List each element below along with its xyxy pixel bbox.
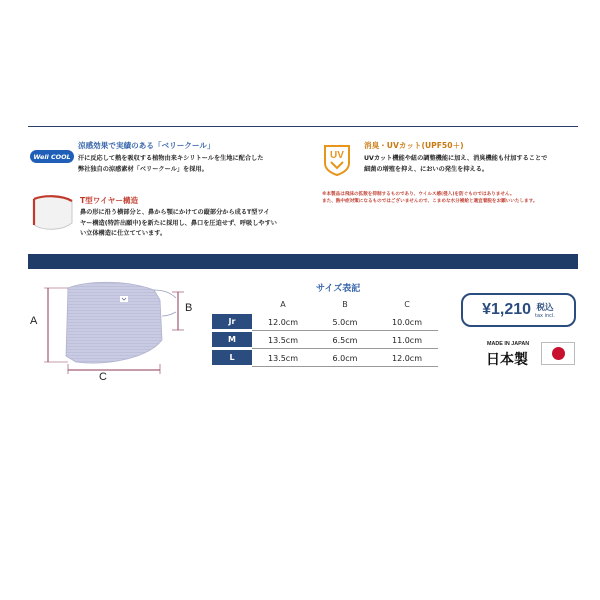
feature-cooling-line: 汗に反応して熱を吸収する植物由来キシリトールを生地に配合した [78,155,264,162]
feature-uv-title: 消臭・UVカット(UPF50＋) [364,141,464,150]
table-cell: 6.0cm [314,350,376,367]
table-row [212,332,438,349]
column-header-b: B [342,300,348,309]
size-label: L [212,350,252,365]
disclaimer-line: また、熱中症対策になるものではございませんので、こまめな水分補給と適宜着脱をお願いいたします。 [322,199,538,204]
well-cool-logo: Well COOL [30,150,74,163]
feature-uv-line: 細菌の増殖を抑え、においの発生を抑える。 [364,165,489,173]
top-divider [28,126,578,127]
table-cell: 5.0cm [314,314,376,331]
japan-flag-icon [541,342,575,365]
section-band [28,254,578,269]
feature-wire-body [80,208,277,240]
table-cell: 6.5cm [314,332,376,349]
uv-icon-label: UV [330,150,344,161]
feature-uv [364,140,547,175]
t-wire-mask-icon [28,193,76,235]
size-chart-title: サイズ表記 [316,284,361,294]
disclaimer-note [322,191,537,205]
dimension-c-label: C [99,371,107,383]
table-cell: 12.0cm [252,314,314,331]
table-cell: 13.5cm [252,332,314,349]
size-label: M [212,332,252,347]
table-cell: 10.0cm [376,314,438,331]
feature-wire-line: ヤー構造(特許出願中)を新たに採用し、鼻口を圧迫せず、呼吸しやすい [80,219,277,227]
feature-cooling-body [78,154,263,175]
table-cell: 13.5cm [252,350,314,367]
made-in-japan-label: MADE IN JAPAN [487,341,530,347]
table-row [212,314,438,331]
feature-wire-line: い立体構造に仕立てています。 [80,230,167,237]
feature-wire-title: T型ワイヤー構造 [80,196,139,205]
feature-uv-line: UVカット機能や紐の調整機能に加え、消臭機能も付加することで [364,155,548,162]
dimension-b-label: B [185,302,193,314]
feature-cooling [78,140,263,175]
table-cell: 11.0cm [376,332,438,349]
tax-included-en: tax incl. [535,313,555,319]
price-badge [461,293,576,327]
column-header-c: C [404,300,410,309]
mask-diagram [36,276,196,376]
uv-shield-icon [322,143,352,177]
size-label: Jr [212,314,252,329]
column-header-a: A [280,300,286,309]
table-cell: 12.0cm [376,350,438,367]
made-in-japan-ja: 日本製 [486,352,528,368]
feature-wire-line: 鼻の形に沿う横部分と、鼻から顎にかけての縦部分から成るT型ワイ [80,209,270,216]
price-amount: ¥1,210 [482,301,532,318]
feature-wire [80,195,277,240]
dimension-a-label: A [30,315,38,327]
feature-cooling-title: 涼感効果で実績のある「ベリークール」 [78,141,215,150]
flag-sun [552,347,565,360]
tax-included-ja: 税込 [536,303,554,313]
disclaimer-line: ※本製品は飛沫の拡散を抑制するものであり、ウイルス感(侵入)を防ぐものではありません。 [322,192,515,197]
table-row [212,350,438,367]
feature-cooling-line: 弊社独自の涼感素材「ベリークール」を採用。 [78,165,208,173]
feature-uv-body [364,154,547,175]
tax-note [535,301,555,319]
